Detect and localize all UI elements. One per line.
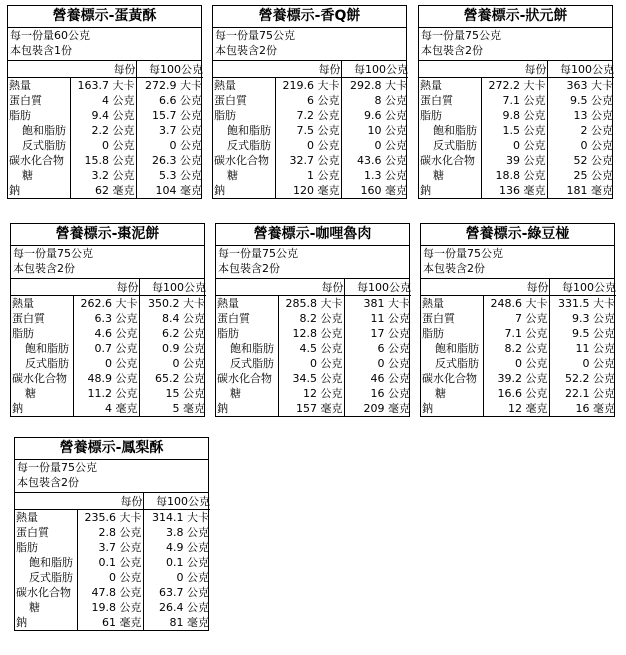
value-per-100g: 0 公克 — [344, 356, 411, 371]
header-blank — [419, 61, 481, 78]
table-header-row — [419, 61, 614, 78]
table-row — [216, 371, 411, 386]
value-per-100g: 46 公克 — [344, 371, 411, 386]
value-per-serving: 0 公克 — [77, 570, 143, 585]
servings-per-pack: 本包裝含2份 — [421, 261, 614, 279]
nutrition-table — [213, 61, 408, 198]
value-per-100g: 11 公克 — [344, 311, 411, 326]
header-per-100g: 每100公克 — [136, 61, 203, 78]
value-per-100g: 0 公克 — [547, 138, 614, 153]
table-row — [15, 510, 210, 526]
value-per-serving: 12 毫克 — [483, 401, 549, 416]
value-per-100g: 1.3 公克 — [341, 168, 408, 183]
nutrient-name: 脂肪 — [420, 109, 442, 122]
nutrient-name: 鈉 — [420, 184, 431, 197]
table-row — [216, 311, 411, 326]
header-per-100g: 每100公克 — [344, 279, 411, 296]
table-row — [213, 168, 408, 183]
table-row — [213, 138, 408, 153]
nutrient-name: 蛋白質 — [420, 94, 453, 107]
servings-per-pack: 本包裝含2份 — [213, 43, 406, 61]
table-row — [421, 356, 616, 371]
table-row — [8, 108, 203, 123]
table-row — [419, 168, 614, 183]
value-per-serving: 9.8 公克 — [481, 108, 547, 123]
nutrient-name: 飽和脂肪 — [25, 342, 69, 355]
table-header-row — [11, 279, 206, 296]
value-per-100g: 0 公克 — [549, 356, 616, 371]
value-per-serving: 16.6 公克 — [483, 386, 549, 401]
nutrition-label-card — [10, 223, 205, 417]
value-per-100g: 0.9 公克 — [139, 341, 206, 356]
nutrient-name: 飽和脂肪 — [227, 124, 271, 137]
nutrient-name: 糖 — [435, 387, 446, 400]
value-per-serving: 6 公克 — [275, 93, 341, 108]
servings-per-pack: 本包裝含2份 — [419, 43, 612, 61]
header-per-100g: 每100公克 — [139, 279, 206, 296]
nutrition-label-card — [420, 223, 615, 417]
servings-per-pack: 本包裝含2份 — [15, 475, 208, 493]
value-per-serving: 7.5 公克 — [275, 123, 341, 138]
nutrient-name: 熱量 — [8, 78, 70, 94]
nutrition-table — [8, 61, 203, 198]
table-row — [216, 356, 411, 371]
card-title: 營養標示-香Q餅 — [213, 6, 406, 28]
table-row — [419, 78, 614, 94]
serving-size: 每一份量75公克 — [17, 461, 97, 474]
nutrient-name: 碳水化合物 — [217, 372, 272, 385]
nutrient-name: 鈉 — [9, 184, 20, 197]
serving-size: 每一份量75公克 — [215, 29, 295, 42]
value-per-serving: 4 公克 — [70, 93, 136, 108]
value-per-serving: 0.1 公克 — [77, 555, 143, 570]
value-per-serving: 262.6 大卡 — [73, 296, 139, 312]
value-per-serving: 12.8 公克 — [278, 326, 344, 341]
value-per-100g: 26.3 公克 — [136, 153, 203, 168]
value-per-100g: 9.5 公克 — [547, 93, 614, 108]
value-per-100g: 11 公克 — [549, 341, 616, 356]
table-header-row — [421, 279, 616, 296]
serving-size: 每一份量75公克 — [423, 247, 503, 260]
header-blank — [216, 279, 278, 296]
header-per-serving: 每份 — [278, 279, 344, 296]
nutrient-name: 鈉 — [214, 184, 225, 197]
nutrient-name: 糖 — [25, 387, 36, 400]
nutrient-name: 飽和脂肪 — [22, 124, 66, 137]
value-per-serving: 4.6 公克 — [73, 326, 139, 341]
nutrient-name: 反式脂肪 — [230, 357, 274, 370]
nutrient-name: 反式脂肪 — [227, 139, 271, 152]
value-per-serving: 61 毫克 — [77, 615, 143, 630]
value-per-100g: 15 公克 — [139, 386, 206, 401]
value-per-100g: 363 大卡 — [547, 78, 614, 94]
value-per-serving: 136 毫克 — [481, 183, 547, 198]
header-per-100g: 每100公克 — [549, 279, 616, 296]
table-row — [216, 326, 411, 341]
value-per-100g: 0 公克 — [341, 138, 408, 153]
value-per-100g: 25 公克 — [547, 168, 614, 183]
value-per-serving: 3.7 公克 — [77, 540, 143, 555]
nutrient-name: 反式脂肪 — [433, 139, 477, 152]
nutrient-name: 飽和脂肪 — [435, 342, 479, 355]
value-per-serving: 7.2 公克 — [275, 108, 341, 123]
value-per-serving: 48.9 公克 — [73, 371, 139, 386]
header-per-serving: 每份 — [77, 493, 143, 510]
value-per-serving: 157 毫克 — [278, 401, 344, 416]
value-per-serving: 47.8 公克 — [77, 585, 143, 600]
value-per-serving: 7 公克 — [483, 311, 549, 326]
nutrient-name: 脂肪 — [12, 327, 34, 340]
table-row — [421, 296, 616, 312]
value-per-serving: 2.2 公克 — [70, 123, 136, 138]
nutrient-name: 糖 — [227, 169, 238, 182]
value-per-serving: 219.6 大卡 — [275, 78, 341, 94]
value-per-100g: 2 公克 — [547, 123, 614, 138]
table-row — [213, 123, 408, 138]
nutrition-table — [419, 61, 614, 198]
nutrition-label-card — [215, 223, 410, 417]
value-per-serving: 34.5 公克 — [278, 371, 344, 386]
value-per-serving: 12 公克 — [278, 386, 344, 401]
value-per-100g: 6.2 公克 — [139, 326, 206, 341]
nutrient-name: 熱量 — [419, 78, 481, 94]
servings-per-pack: 本包裝含2份 — [11, 261, 204, 279]
table-row — [419, 153, 614, 168]
nutrient-name: 鈉 — [12, 402, 23, 415]
header-blank — [11, 279, 73, 296]
value-per-serving: 2.8 公克 — [77, 525, 143, 540]
nutrient-name: 鈉 — [217, 402, 228, 415]
table-header-row — [216, 279, 411, 296]
value-per-serving: 1.5 公克 — [481, 123, 547, 138]
nutrient-name: 蛋白質 — [9, 94, 42, 107]
value-per-100g: 13 公克 — [547, 108, 614, 123]
value-per-serving: 248.6 大卡 — [483, 296, 549, 312]
table-row — [419, 138, 614, 153]
nutrient-name: 反式脂肪 — [25, 357, 69, 370]
table-row — [421, 311, 616, 326]
value-per-serving: 0 公克 — [70, 138, 136, 153]
value-per-serving: 4 毫克 — [73, 401, 139, 416]
table-row — [419, 123, 614, 138]
value-per-100g: 52 公克 — [547, 153, 614, 168]
table-row — [15, 525, 210, 540]
nutrient-name: 蛋白質 — [217, 312, 250, 325]
nutrient-name: 鈉 — [422, 402, 433, 415]
value-per-serving: 163.7 大卡 — [70, 78, 136, 94]
table-row — [421, 341, 616, 356]
nutrient-name: 飽和脂肪 — [230, 342, 274, 355]
value-per-100g: 16 公克 — [344, 386, 411, 401]
table-row — [11, 401, 206, 416]
card-title: 營養標示-鳳梨酥 — [15, 438, 208, 460]
header-per-serving: 每份 — [481, 61, 547, 78]
value-per-100g: 26.4 公克 — [143, 600, 210, 615]
value-per-serving: 11.2 公克 — [73, 386, 139, 401]
value-per-serving: 1 公克 — [275, 168, 341, 183]
card-title: 營養標示-棗泥餅 — [11, 224, 204, 246]
table-row — [15, 600, 210, 615]
table-row — [216, 296, 411, 312]
value-per-100g: 9.3 公克 — [549, 311, 616, 326]
header-blank — [8, 61, 70, 78]
value-per-serving: 19.8 公克 — [77, 600, 143, 615]
header-per-100g: 每100公克 — [341, 61, 408, 78]
value-per-serving: 7.1 公克 — [481, 93, 547, 108]
table-row — [11, 326, 206, 341]
nutrient-name: 碳水化合物 — [16, 586, 71, 599]
table-row — [213, 183, 408, 198]
nutrition-table — [216, 279, 411, 416]
header-per-100g: 每100公克 — [547, 61, 614, 78]
value-per-serving: 0 公克 — [278, 356, 344, 371]
value-per-100g: 292.8 大卡 — [341, 78, 408, 94]
value-per-serving: 39.2 公克 — [483, 371, 549, 386]
value-per-100g: 381 大卡 — [344, 296, 411, 312]
table-row — [419, 108, 614, 123]
table-header-row — [213, 61, 408, 78]
value-per-serving: 39 公克 — [481, 153, 547, 168]
nutrient-name: 碳水化合物 — [214, 154, 269, 167]
header-blank — [213, 61, 275, 78]
nutrient-name: 反式脂肪 — [29, 571, 73, 584]
nutrition-table — [11, 279, 206, 416]
nutrient-name: 熱量 — [216, 296, 278, 312]
nutrition-label-card — [14, 437, 209, 631]
value-per-100g: 5.3 公克 — [136, 168, 203, 183]
value-per-100g: 22.1 公克 — [549, 386, 616, 401]
table-row — [421, 401, 616, 416]
nutrient-name: 飽和脂肪 — [29, 556, 73, 569]
value-per-100g: 65.2 公克 — [139, 371, 206, 386]
nutrient-name: 鈉 — [16, 616, 27, 629]
table-row — [8, 168, 203, 183]
nutrient-name: 脂肪 — [217, 327, 239, 340]
value-per-serving: 7.1 公克 — [483, 326, 549, 341]
table-header-row — [15, 493, 210, 510]
table-row — [15, 570, 210, 585]
value-per-100g: 15.7 公克 — [136, 108, 203, 123]
value-per-100g: 160 毫克 — [341, 183, 408, 198]
nutrient-name: 蛋白質 — [12, 312, 45, 325]
table-row — [11, 356, 206, 371]
header-per-serving: 每份 — [70, 61, 136, 78]
value-per-100g: 6 公克 — [344, 341, 411, 356]
value-per-100g: 0.1 公克 — [143, 555, 210, 570]
nutrient-name: 碳水化合物 — [420, 154, 475, 167]
nutrient-name: 反式脂肪 — [22, 139, 66, 152]
value-per-100g: 10 公克 — [341, 123, 408, 138]
table-row — [213, 108, 408, 123]
value-per-100g: 4.9 公克 — [143, 540, 210, 555]
table-row — [421, 386, 616, 401]
nutrient-name: 糖 — [433, 169, 444, 182]
serving-size: 每一份量75公克 — [13, 247, 93, 260]
nutrient-name: 脂肪 — [16, 541, 38, 554]
card-title: 營養標示-咖哩魯肉 — [216, 224, 409, 246]
value-per-serving: 8.2 公克 — [483, 341, 549, 356]
value-per-100g: 43.6 公克 — [341, 153, 408, 168]
value-per-serving: 6.3 公克 — [73, 311, 139, 326]
value-per-serving: 3.2 公克 — [70, 168, 136, 183]
table-row — [15, 615, 210, 630]
table-row — [15, 540, 210, 555]
value-per-serving: 272.2 大卡 — [481, 78, 547, 94]
header-blank — [15, 493, 77, 510]
table-row — [11, 311, 206, 326]
nutrient-name: 蛋白質 — [214, 94, 247, 107]
value-per-100g: 5 毫克 — [139, 401, 206, 416]
value-per-100g: 331.5 大卡 — [549, 296, 616, 312]
value-per-serving: 32.7 公克 — [275, 153, 341, 168]
nutrition-table — [421, 279, 616, 416]
nutrient-name: 脂肪 — [214, 109, 236, 122]
value-per-serving: 4.5 公克 — [278, 341, 344, 356]
table-row — [216, 341, 411, 356]
value-per-serving: 0 公克 — [275, 138, 341, 153]
nutrient-name: 糖 — [22, 169, 33, 182]
table-row — [216, 386, 411, 401]
header-per-100g: 每100公克 — [143, 493, 210, 510]
card-title: 營養標示-綠豆椪 — [421, 224, 614, 246]
nutrient-name: 飽和脂肪 — [433, 124, 477, 137]
serving-size: 每一份量60公克 — [10, 29, 90, 42]
serving-size: 每一份量75公克 — [421, 29, 501, 42]
value-per-100g: 104 毫克 — [136, 183, 203, 198]
table-row — [11, 371, 206, 386]
value-per-100g: 63.7 公克 — [143, 585, 210, 600]
header-per-serving: 每份 — [483, 279, 549, 296]
value-per-serving: 0.7 公克 — [73, 341, 139, 356]
nutrient-name: 糖 — [230, 387, 241, 400]
table-row — [8, 78, 203, 94]
value-per-100g: 8 公克 — [341, 93, 408, 108]
table-row — [213, 93, 408, 108]
nutrition-label-card — [212, 5, 407, 199]
value-per-100g: 8.4 公克 — [139, 311, 206, 326]
table-row — [8, 93, 203, 108]
value-per-100g: 272.9 大卡 — [136, 78, 203, 94]
nutrition-table — [15, 493, 210, 630]
value-per-serving: 0 公克 — [483, 356, 549, 371]
table-row — [8, 153, 203, 168]
table-row — [8, 123, 203, 138]
nutrient-name: 熱量 — [421, 296, 483, 312]
nutrient-name: 碳水化合物 — [9, 154, 64, 167]
card-title: 營養標示-狀元餅 — [419, 6, 612, 28]
value-per-100g: 52.2 公克 — [549, 371, 616, 386]
nutrient-name: 蛋白質 — [422, 312, 455, 325]
table-row — [11, 386, 206, 401]
value-per-100g: 16 毫克 — [549, 401, 616, 416]
value-per-100g: 81 毫克 — [143, 615, 210, 630]
serving-size: 每一份量75公克 — [218, 247, 298, 260]
value-per-100g: 0 公克 — [143, 570, 210, 585]
value-per-100g: 9.5 公克 — [549, 326, 616, 341]
value-per-serving: 120 毫克 — [275, 183, 341, 198]
value-per-100g: 0 公克 — [139, 356, 206, 371]
nutrient-name: 碳水化合物 — [12, 372, 67, 385]
table-row — [213, 153, 408, 168]
nutrient-name: 脂肪 — [422, 327, 444, 340]
table-row — [419, 183, 614, 198]
value-per-100g: 17 公克 — [344, 326, 411, 341]
table-row — [213, 78, 408, 94]
nutrient-name: 蛋白質 — [16, 526, 49, 539]
value-per-100g: 181 毫克 — [547, 183, 614, 198]
servings-per-pack: 本包裝含1份 — [8, 43, 201, 61]
value-per-serving: 15.8 公克 — [70, 153, 136, 168]
table-row — [421, 371, 616, 386]
servings-per-pack: 本包裝含2份 — [216, 261, 409, 279]
card-title: 營養標示-蛋黃酥 — [8, 6, 201, 28]
header-per-serving: 每份 — [73, 279, 139, 296]
value-per-100g: 9.6 公克 — [341, 108, 408, 123]
value-per-100g: 6.6 公克 — [136, 93, 203, 108]
table-row — [15, 555, 210, 570]
nutrient-name: 脂肪 — [9, 109, 31, 122]
table-row — [419, 93, 614, 108]
nutrition-label-card — [7, 5, 202, 199]
table-row — [15, 585, 210, 600]
value-per-serving: 9.4 公克 — [70, 108, 136, 123]
table-row — [8, 183, 203, 198]
value-per-serving: 235.6 大卡 — [77, 510, 143, 526]
nutrient-name: 碳水化合物 — [422, 372, 477, 385]
nutrient-name: 糖 — [29, 601, 40, 614]
value-per-100g: 350.2 大卡 — [139, 296, 206, 312]
nutrient-name: 熱量 — [11, 296, 73, 312]
nutrient-name: 熱量 — [213, 78, 275, 94]
nutrition-label-card — [418, 5, 613, 199]
table-row — [8, 138, 203, 153]
table-row — [216, 401, 411, 416]
table-row — [11, 341, 206, 356]
value-per-100g: 3.8 公克 — [143, 525, 210, 540]
value-per-serving: 0 公克 — [73, 356, 139, 371]
value-per-100g: 314.1 大卡 — [143, 510, 210, 526]
table-header-row — [8, 61, 203, 78]
table-row — [11, 296, 206, 312]
header-blank — [421, 279, 483, 296]
nutrient-name: 熱量 — [15, 510, 77, 526]
value-per-serving: 0 公克 — [481, 138, 547, 153]
value-per-serving: 285.8 大卡 — [278, 296, 344, 312]
value-per-serving: 62 毫克 — [70, 183, 136, 198]
value-per-100g: 0 公克 — [136, 138, 203, 153]
value-per-100g: 3.7 公克 — [136, 123, 203, 138]
value-per-100g: 209 毫克 — [344, 401, 411, 416]
nutrient-name: 反式脂肪 — [435, 357, 479, 370]
value-per-serving: 18.8 公克 — [481, 168, 547, 183]
header-per-serving: 每份 — [275, 61, 341, 78]
value-per-serving: 8.2 公克 — [278, 311, 344, 326]
table-row — [421, 326, 616, 341]
